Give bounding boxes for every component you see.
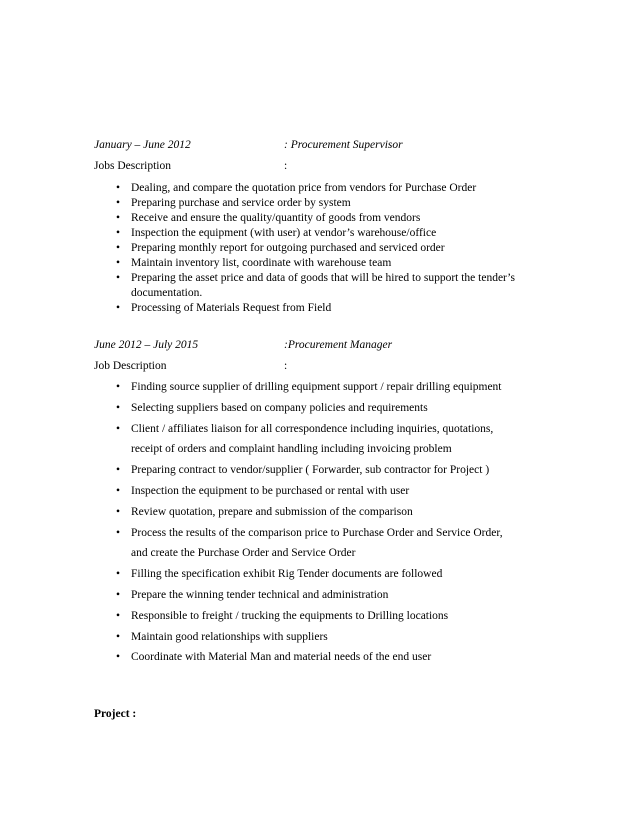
list-item: • Process the results of the comparison price to Purchase Order and Service Order, and create the Purchase Order and Service Order bbox=[116, 523, 503, 565]
bullet-icon: • bbox=[116, 505, 121, 518]
bullet-icon: • bbox=[116, 609, 121, 622]
list-item: • Prepare the winning tender technical and administration bbox=[116, 585, 503, 606]
bullet-icon: • bbox=[116, 227, 121, 239]
bullet-icon: • bbox=[116, 257, 121, 269]
list-item: • Client / affiliates liaison for all correspondence including inquiries, quotations, receipt of orders and complaint handling including invoicing problem bbox=[116, 419, 503, 461]
bullet-icon: • bbox=[116, 464, 121, 477]
period-2: June 2012 – July 2015 bbox=[94, 339, 199, 351]
list-item: • Preparing the asset price and data of goods that will be hired to support the tender’s documentation. bbox=[116, 272, 515, 299]
duties-list-2 bbox=[116, 377, 503, 668]
list-item: • Selecting suppliers based on company policies and requirements bbox=[116, 398, 503, 419]
bullet-icon: • bbox=[116, 197, 121, 209]
bullet-icon: • bbox=[116, 422, 121, 435]
list-item: • Processing of Materials Request from Field bbox=[116, 302, 332, 314]
period-1: January – June 2012 bbox=[94, 139, 191, 151]
list-item: • Dealing, and compare the quotation price from vendors for Purchase Order bbox=[116, 182, 477, 194]
bullet-icon: • bbox=[116, 568, 121, 581]
list-item: • Preparing monthly report for outgoing purchased and serviced order bbox=[116, 242, 445, 254]
list-item: • Inspection the equipment (with user) at vendor’s warehouse/office bbox=[116, 227, 437, 239]
list-item: • Responsible to freight / trucking the equipments to Drilling locations bbox=[116, 606, 503, 627]
bullet-icon: • bbox=[116, 272, 121, 284]
job-description-label: Job Description bbox=[94, 360, 167, 372]
bullet-icon: • bbox=[116, 401, 121, 414]
bullet-icon: • bbox=[116, 381, 121, 393]
project-heading: Project : bbox=[94, 708, 137, 720]
bullet-icon: • bbox=[116, 182, 121, 194]
duties-list-1 bbox=[116, 181, 515, 316]
jobs-description-colon: : bbox=[284, 160, 288, 172]
list-item: • Inspection the equipment to be purchased or rental with user bbox=[116, 481, 503, 502]
list-item: • Preparing purchase and service order by system bbox=[116, 197, 351, 209]
bullet-icon: • bbox=[116, 212, 121, 224]
list-item: • Maintain good relationships with suppliers bbox=[116, 627, 503, 648]
list-item: • Preparing contract to vendor/supplier ( Forwarder, sub contractor for Project ) bbox=[116, 460, 503, 481]
job-title-1: : Procurement Supervisor bbox=[284, 139, 403, 151]
bullet-icon: • bbox=[116, 302, 121, 314]
list-item: • Coordinate with Material Man and material needs of the end user bbox=[116, 647, 503, 668]
bullet-icon: • bbox=[116, 651, 121, 664]
bullet-icon: • bbox=[116, 588, 121, 601]
jobs-description-label: Jobs Description bbox=[94, 160, 171, 172]
list-item: • Review quotation, prepare and submission of the comparison bbox=[116, 502, 503, 523]
list-item: • Maintain inventory list, coordinate with warehouse team bbox=[116, 257, 392, 269]
bullet-icon: • bbox=[116, 484, 121, 497]
bullet-icon: • bbox=[116, 526, 121, 539]
bullet-icon: • bbox=[116, 630, 121, 643]
list-item: • Finding source supplier of drilling equipment support / repair drilling equipment bbox=[116, 377, 503, 398]
job-description-colon: : bbox=[284, 360, 288, 372]
list-item: • Filling the specification exhibit Rig Tender documents are followed bbox=[116, 564, 503, 585]
list-item: • Receive and ensure the quality/quantity of goods from vendors bbox=[116, 212, 421, 224]
bullet-icon: • bbox=[116, 242, 121, 254]
job-title-2: :Procurement Manager bbox=[284, 339, 393, 351]
